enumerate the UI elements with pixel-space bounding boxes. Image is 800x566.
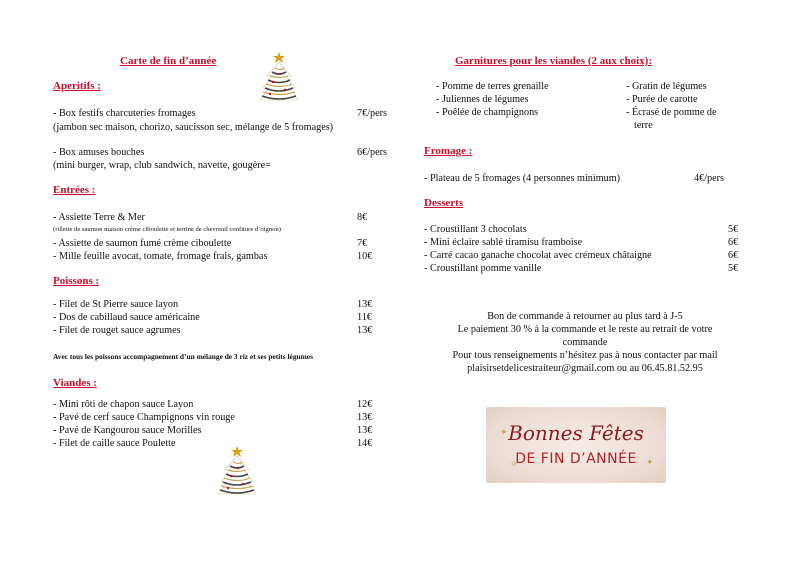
section-heading-desserts: Desserts bbox=[424, 197, 464, 209]
page-title: Carte de fin d’année bbox=[120, 55, 217, 67]
garniture-item: - Pomme de terres grenaille bbox=[436, 81, 549, 92]
entree-item: - Assiette Terre & Mer bbox=[53, 212, 145, 223]
poisson-note: Avec tous les poissons accompagnement d’un mélange de 3 riz et ses petits légumes bbox=[53, 352, 313, 361]
viande-item: - Pavé de cerf sauce Champignons vin rouge bbox=[53, 412, 235, 423]
aperitif-price: 6€/pers bbox=[357, 147, 387, 158]
entree-item: - Mille feuille avocat, tomate, fromage frais, gambas bbox=[53, 251, 268, 262]
section-heading-poissons: Poissons : bbox=[53, 275, 100, 287]
christmas-tree-icon bbox=[258, 48, 300, 109]
order-deadline: Bon de commande à retourner au plus tard à J-5 bbox=[487, 311, 683, 322]
fromage-item: - Plateau de 5 fromages (4 personnes minimum) bbox=[424, 173, 621, 184]
aperitif-price: 7€/pers bbox=[357, 108, 387, 119]
poisson-item: - Dos de cabillaud sauce américaine bbox=[53, 312, 200, 323]
garniture-item: - Juliennes de légumes bbox=[436, 94, 529, 105]
poisson-item: - Filet de St Pierre sauce layon bbox=[53, 299, 179, 310]
sparkle-icon: ✦ bbox=[500, 427, 508, 437]
garniture-item: - Poêlée de champignons bbox=[436, 107, 539, 118]
garniture-item: terre bbox=[634, 120, 653, 131]
entree-price: 10€ bbox=[357, 251, 373, 262]
poisson-price: 13€ bbox=[357, 299, 373, 310]
dessert-item: - Croustillant pomme vanille bbox=[424, 263, 542, 274]
viande-item: - Pavé de Kangourou sauce Morilles bbox=[53, 425, 202, 436]
contact-line: Pour tous renseignements n’hésitez pas à nous contacter par mail bbox=[452, 350, 718, 361]
section-heading-fromage: Fromage : bbox=[424, 145, 473, 157]
poisson-price: 13€ bbox=[357, 325, 373, 336]
payment-terms: Le paiement 30 % à la commande et le reste au retrait de votre bbox=[457, 324, 713, 335]
banner-subtitle: DE FIN D’ANNÉE bbox=[515, 451, 637, 467]
contact-details: plaisirsetdelicestraiteur@gmail.com ou au 06.45.81.52.95 bbox=[467, 363, 703, 374]
dessert-price: 5€ bbox=[728, 263, 739, 274]
section-heading-garnitures: Garnitures pour les viandes (2 aux choix): bbox=[455, 55, 652, 67]
entree-price: 8€ bbox=[357, 212, 368, 223]
viande-price: 14€ bbox=[357, 438, 373, 449]
poisson-price: 11€ bbox=[357, 312, 372, 323]
aperitif-item: - Box festifs charcuteries fromages bbox=[53, 108, 196, 119]
viande-item: - Filet de caille sauce Poulette bbox=[53, 438, 176, 449]
section-heading-aperitifs: Aperitifs : bbox=[53, 80, 101, 92]
dessert-price: 6€ bbox=[728, 237, 739, 248]
section-heading-viandes: Viandes : bbox=[53, 377, 97, 389]
garniture-item: - Gratin de légumes bbox=[626, 81, 707, 92]
aperitif-detail: (jambon sec maison, chorizo, saucisson sec, mélange de 5 fromages) bbox=[53, 122, 334, 133]
dessert-price: 5€ bbox=[728, 224, 739, 235]
garniture-item: - Écrasé de pomme de bbox=[626, 107, 717, 118]
viande-price: 13€ bbox=[357, 412, 373, 423]
dessert-price: 6€ bbox=[728, 250, 739, 261]
entree-price: 7€ bbox=[357, 238, 368, 249]
holiday-banner bbox=[486, 407, 666, 483]
viande-price: 12€ bbox=[357, 399, 373, 410]
payment-terms-cont: commande bbox=[562, 337, 608, 348]
sparkle-icon: ✦ bbox=[646, 457, 654, 467]
banner-greeting: Bonnes Fêtes bbox=[508, 421, 644, 445]
dessert-item: - Mini éclaire sablé tiramisu framboise bbox=[424, 237, 583, 248]
garniture-item: - Purée de carotte bbox=[626, 94, 698, 105]
sparkle-icon: ✧ bbox=[510, 459, 518, 469]
aperitif-item: - Box amuses bouches bbox=[53, 147, 145, 158]
section-heading-entrees: Entrées : bbox=[53, 184, 96, 196]
christmas-tree-icon bbox=[216, 442, 258, 503]
viande-item: - Mini rôti de chapon sauce Layon bbox=[53, 399, 194, 410]
poisson-item: - Filet de rouget sauce agrumes bbox=[53, 325, 181, 336]
entree-detail: (rillette de saumon maison crème ciboulette et terrine de chevreuil confiture d’oignon) bbox=[53, 226, 281, 233]
dessert-item: - Croustillant 3 chocolats bbox=[424, 224, 527, 235]
dessert-item: - Carré cacao ganache chocolat avec crémeux châtaigne bbox=[424, 250, 652, 261]
entree-item: - Assiette de saumon fumé crème ciboulette bbox=[53, 238, 232, 249]
viande-price: 13€ bbox=[357, 425, 373, 436]
aperitif-detail: (mini burger, wrap, club sandwich, navette, gougère= bbox=[53, 160, 271, 171]
fromage-price: 4€/pers bbox=[694, 173, 724, 184]
